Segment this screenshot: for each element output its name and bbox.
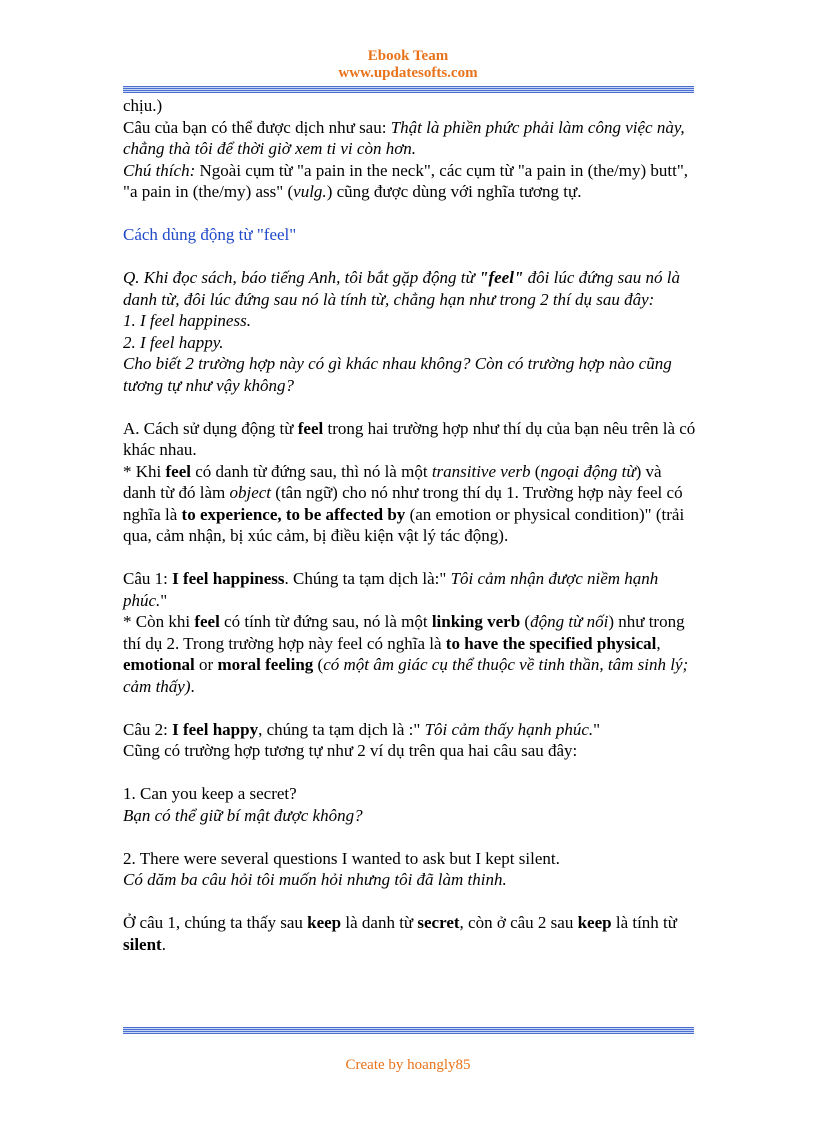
paragraph (123, 95, 698, 117)
term: object (229, 483, 272, 502)
text: ) và danh từ đó làm (123, 461, 662, 502)
question (123, 267, 698, 310)
keyword: feel (194, 612, 220, 631)
text: ( (530, 461, 541, 481)
paragraph (123, 912, 698, 955)
note-label: Chú thích: (123, 160, 196, 180)
text: or (194, 655, 218, 674)
term: transitive verb (431, 461, 531, 481)
text: là danh từ (341, 913, 418, 932)
text: " (160, 590, 168, 610)
answer (123, 418, 698, 461)
text: . (161, 934, 166, 954)
text: 2. I feel happy. (123, 332, 224, 352)
keyword: silent (123, 934, 162, 954)
term: động từ nối (530, 612, 609, 631)
question-example (123, 332, 698, 354)
text: chịu.) (123, 96, 163, 115)
answer (123, 611, 698, 697)
keyword: emotional (123, 655, 195, 674)
text: trong hai trường hợp như thí dụ của bạn nêu trên là có khác nhau. (123, 418, 696, 459)
text: , chúng ta tạm dịch là :" (258, 719, 425, 739)
question-example (123, 310, 698, 332)
header-divider (123, 86, 694, 93)
text: ( (520, 612, 531, 631)
translation-text: Thật là phiền phức phải làm công việc này, chẳng thà tôi để thời giờ xem ti vi còn hơn. (123, 117, 685, 158)
keyword: secret (417, 913, 460, 932)
text: Câu 2: (123, 719, 173, 739)
document-body (123, 95, 698, 955)
page-header (0, 48, 816, 82)
keyword: feel (165, 461, 191, 481)
example-sentence (123, 719, 698, 741)
answer (123, 461, 698, 547)
paragraph: Cũng có trường hợp tương tự như 2 ví dụ trên qua hai câu sau đây: (123, 741, 578, 760)
text: , còn ở câu 2 sau (459, 913, 578, 932)
paragraph (123, 117, 698, 160)
text: ( (313, 655, 324, 674)
keyword: to have the specified physical (445, 633, 657, 653)
abbrev: vulg. (293, 182, 327, 201)
text: (an emotion or physical condition)" (trải qua, cảm nhận, bị xúc cảm, bị điều kiện vật lý tác động). (123, 504, 685, 545)
text: Ngoài cụm từ "a pain in the neck", các cụm từ "a pain in (the/my) butt", "a pain in (the/my) ass" ( (123, 160, 689, 201)
translation-text: Tôi cảm thấy hạnh phúc. (424, 719, 594, 739)
text: . Chúng ta tạm dịch là:" (284, 569, 451, 588)
footer-credit: Create by hoangly85 (345, 1057, 471, 1073)
header-team: Ebook Team (367, 48, 449, 64)
keyword: keep (307, 913, 342, 932)
example-sentence (123, 568, 698, 611)
text: Cho biết 2 trường hợp này có gì khác nhau không? Còn có trường hợp nào cũng tương tự như vậy không? (123, 354, 672, 395)
keyword: I feel happy (172, 719, 259, 739)
keyword: linking verb (431, 612, 521, 631)
text: ) như trong thí dụ 2. Trong trường hợp này feel có nghĩa là (123, 612, 685, 653)
keyword: I feel happiness (172, 569, 285, 588)
text: có tính từ đứng sau, nó là một (219, 612, 432, 631)
keyword: "feel" (479, 268, 524, 287)
translation (123, 869, 698, 891)
example-sentence: 2. There were several questions I wanted to ask but I kept silent. (123, 848, 560, 868)
paragraph (123, 160, 698, 203)
translation (123, 805, 698, 827)
section-title: Cách dùng động từ "feel" (123, 225, 297, 244)
text: (tân ngữ) cho nó như trong thí dụ 1. Trường hợp này feel có nghĩa là (123, 483, 683, 524)
text: 1. I feel happiness. (123, 311, 251, 330)
text: . (190, 676, 195, 696)
translation-text: Bạn có thể giữ bí mật được không? (123, 805, 363, 825)
text: đôi lúc đứng sau nó là danh từ, đôi lúc đứng sau nó là tính từ, chẳng hạn như trong 2 thí dụ sau đây: (123, 268, 680, 309)
keyword: keep (577, 913, 612, 932)
text: * Còn khi (123, 612, 195, 631)
term: có một âm giác cụ thể thuộc về tinh thần, tâm sinh lý; cảm thấy) (123, 655, 689, 696)
keyword: feel (297, 418, 324, 438)
text: là tính từ (611, 913, 677, 932)
keyword: to experience, to be affected by (181, 504, 406, 524)
text: Câu của bạn có thể được dịch như sau: (123, 117, 391, 137)
text: * Khi (123, 461, 166, 481)
text: Q. Khi đọc sách, báo tiếng Anh, tôi bắt gặp động từ (123, 268, 480, 287)
text: Ở câu 1, chúng ta thấy sau (123, 913, 308, 932)
header-url: www.updatesofts.com (338, 65, 478, 81)
translation-text: Tôi cảm nhận được niềm hạnh phúc. (123, 569, 659, 610)
example-sentence: 1. Can you keep a secret? (123, 784, 297, 803)
text: ) cũng được dùng với nghĩa tương tự. (326, 182, 582, 201)
text: có danh từ đứng sau, thì nó là một (190, 461, 432, 481)
text: A. Cách sử dụng động từ (123, 418, 298, 438)
term: ngoại động từ (540, 461, 636, 481)
question (123, 353, 698, 396)
text: " (593, 719, 601, 739)
footer-divider (123, 1027, 694, 1034)
text: , (656, 633, 661, 653)
text: Câu 1: (123, 569, 173, 588)
keyword: moral feeling (217, 655, 314, 674)
translation-text: Có dăm ba câu hỏi tôi muốn hỏi nhưng tôi đã làm thinh. (123, 870, 507, 889)
